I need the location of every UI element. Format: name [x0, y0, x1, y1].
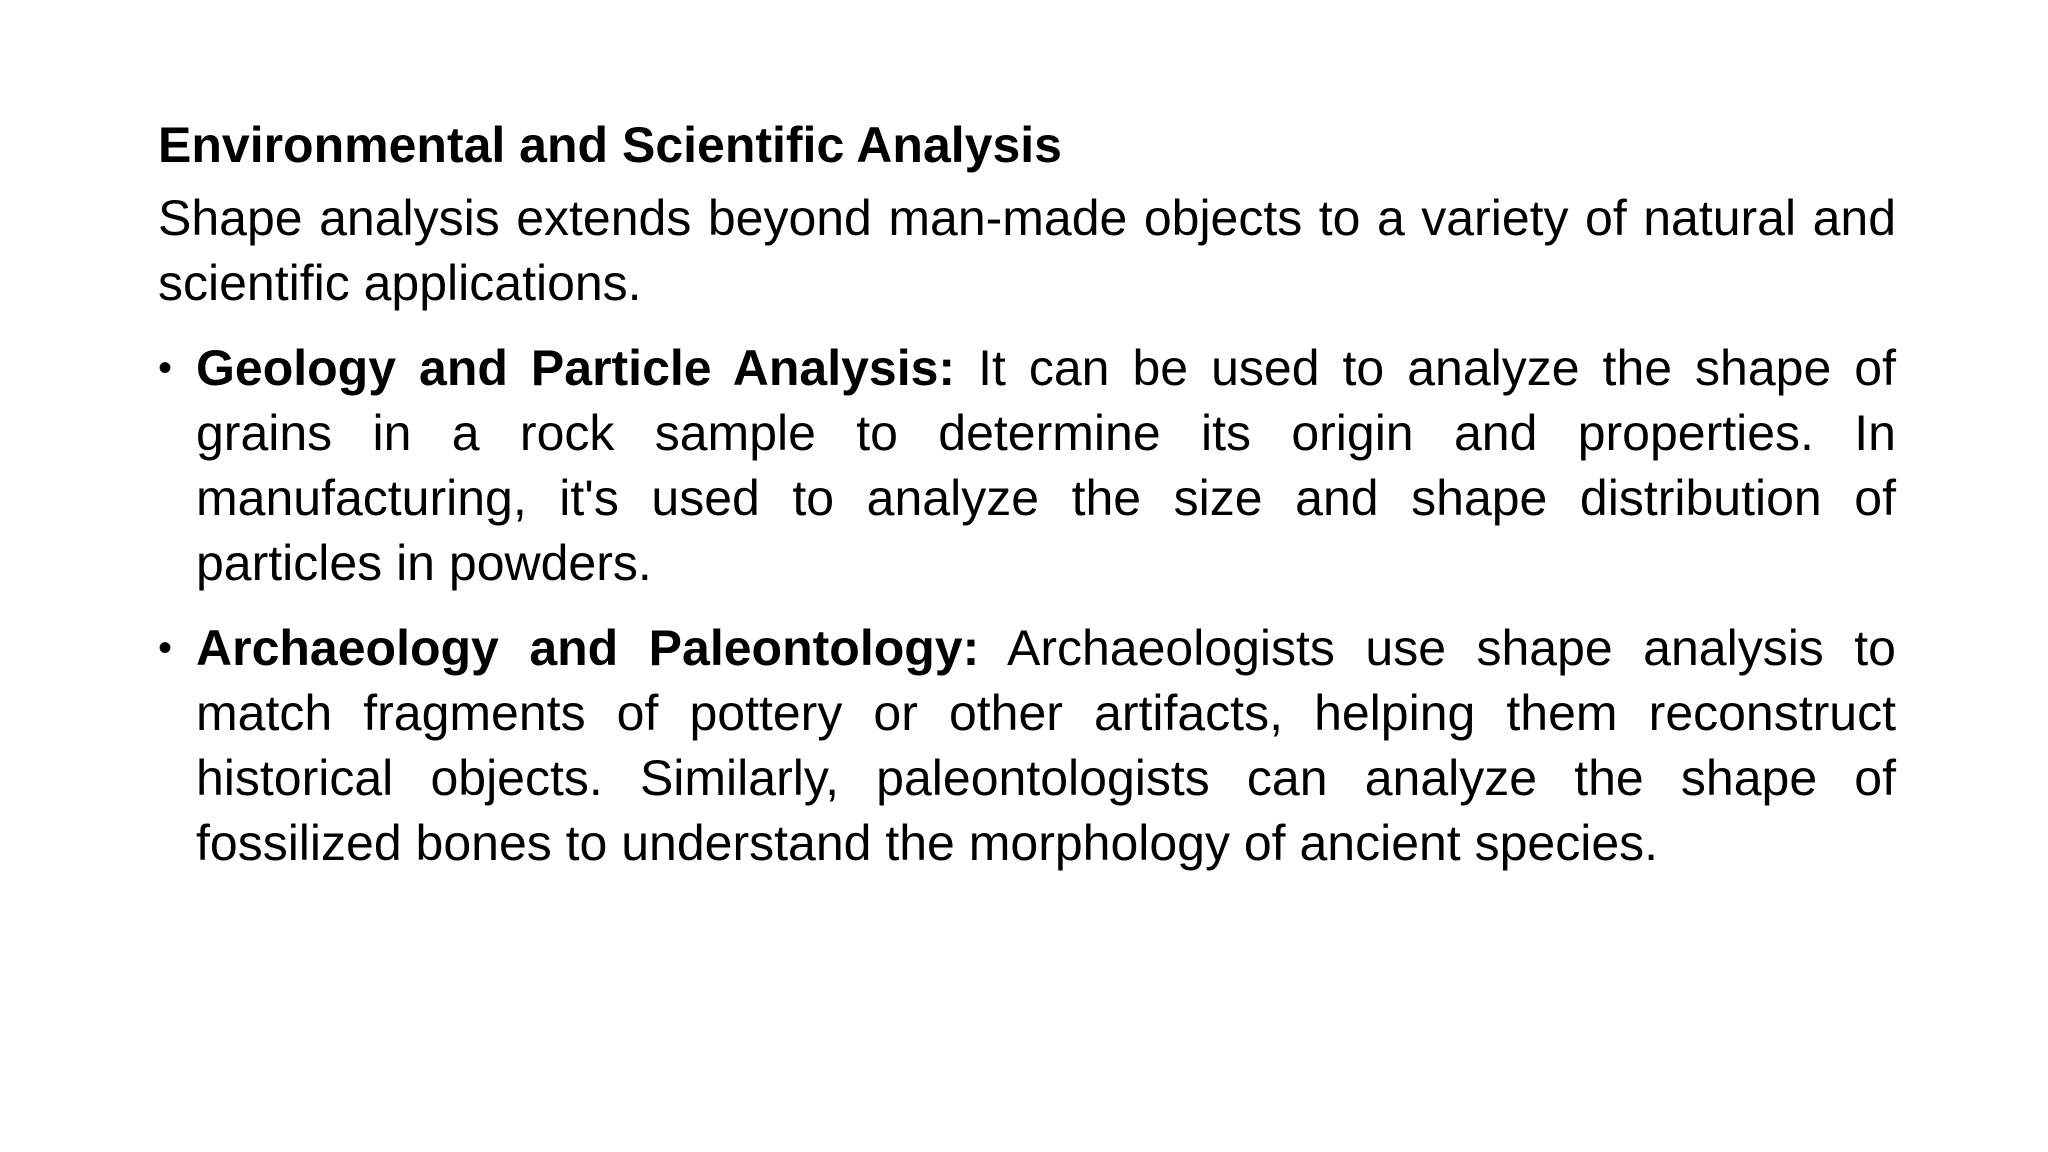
bullet-text: It can be used to analyze the shape of grains in a rock sample to determine its origin and properties. In manufacturing, it's used to analyze the size and shape distribution of particles in powders.	[196, 340, 1896, 591]
slide-content	[158, 112, 1896, 896]
bullet-text: Archaeologists use shape analysis to match fragments of pottery or other artifacts, helping them reconstruct historical objects. Similarly, paleontologists can analyze the shape of fossilized bones to understand the morphology of ancient species.	[196, 620, 1896, 871]
bullet-icon: •	[158, 346, 173, 390]
section-heading: Environmental and Scientific Analysis	[158, 117, 1062, 173]
bullet-icon: •	[158, 626, 173, 670]
bullet-list	[158, 336, 1896, 876]
bullet-label: Archaeology and Paleontology:	[196, 620, 980, 676]
bullet-item-archaeology	[158, 616, 1896, 876]
intro-paragraph: Shape analysis extends beyond man-made objects to a variety of natural and scientific applications.	[158, 190, 1896, 311]
bullet-item-geology	[158, 336, 1896, 596]
bullet-label: Geology and Particle Analysis:	[196, 340, 956, 396]
